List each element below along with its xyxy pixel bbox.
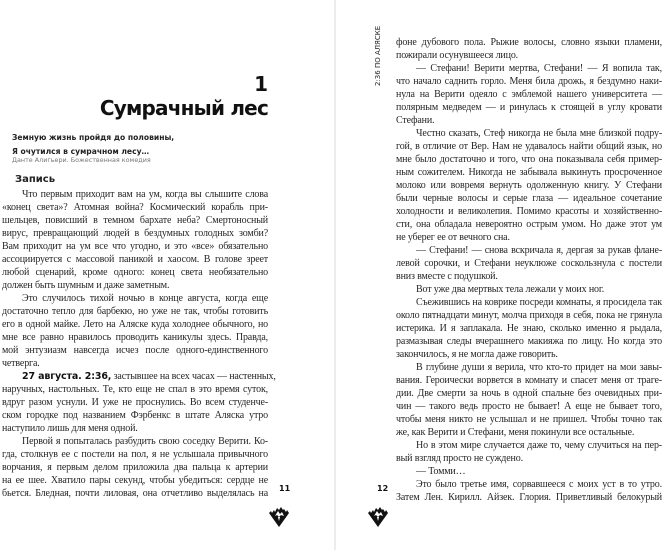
- text-line: [396, 283, 662, 296]
- text-line: [2, 461, 268, 474]
- text-line-content: вниз вместе с подушкой.: [396, 271, 498, 282]
- text-line-content: сти, она обладала невероятно острым умом. Но даже этот ум: [396, 219, 662, 230]
- text-line: [396, 348, 662, 361]
- chapter-title: Сумрачный лес: [99, 96, 268, 120]
- text-line: [396, 465, 662, 478]
- text-line: [396, 75, 662, 88]
- text-line-content: на ее шее. Хватило пары секунд, чтобы убедиться: сердце не: [2, 475, 268, 486]
- text-line: [396, 400, 662, 413]
- text-line-content: четверга.: [2, 358, 40, 369]
- text-line-content: — Стефани! Верити мертва, Стефани! — Я вопила так,: [416, 63, 662, 74]
- text-line-content: ассоциируется с массовой паникой и хаосом. В голове зреет: [2, 254, 268, 265]
- text-line-content: Честно сказать, Стеф никогда не была мне близкой подру-: [416, 128, 662, 139]
- text-line: [396, 439, 662, 452]
- text-line-content: должен быть шумным и даже заметным.: [2, 280, 170, 291]
- text-line-content: ным сожителем. Никогда не забывала выкинуть просроченное: [396, 167, 662, 178]
- text-line-content: вый взгляд просто не суждено.: [396, 453, 523, 464]
- right-page: [336, 0, 667, 550]
- text-line-content: Это было третье имя, сорвавшееся с моих уст в то утро.: [416, 479, 662, 490]
- text-line-content: Вам приходит на ум все что угодно, и это «все» обязательно: [2, 241, 268, 252]
- text-line: [2, 409, 268, 422]
- text-line: [396, 452, 662, 465]
- text-line-content: Это случилось тихой ночью в конце августа, когда еще: [22, 293, 268, 304]
- text-line-content: полярным медведем — и ринулась к стоящей в углу кровати: [396, 102, 662, 113]
- text-line: [396, 153, 662, 166]
- epigraph: [12, 131, 174, 159]
- text-line-content: его в одной майке. Лето на Аляске куда холоднее обычного, но: [2, 319, 268, 330]
- text-line: [2, 370, 276, 383]
- text-line-content: наручных, настольных. Те, кто еще не спал в это время суток,: [2, 384, 268, 395]
- epigraph-line: Земную жизнь пройдя до половины,: [12, 133, 175, 142]
- text-line-content: Съежившись на коврике посреди комнаты, я просидела так: [416, 297, 662, 308]
- text-line-content: Первой я попыталась разбудить свою соседку Верити. Ко-: [22, 436, 268, 447]
- text-line: [396, 374, 662, 387]
- text-line-content: Но в этом мире случается даже то, чему случиться на пер-: [416, 440, 662, 451]
- text-line: [2, 487, 268, 500]
- text-line-content: Затем Лен. Кирилл. Айзек. Глория. Приветливый белокурый: [396, 492, 662, 503]
- text-line-content: около пятнадцати минут, молча приходя в себя, пока не грянула: [396, 310, 662, 321]
- text-line-content: гой, в отличие от Вер. Нам не удавалось найти общий язык, но: [396, 141, 662, 152]
- text-line-content: — Стефани! — снова вскричала я, дергая за рукав флане-: [416, 245, 662, 256]
- text-line-content: молоко или вовремя вернуть одолженную книгу. У Стефани: [396, 180, 662, 191]
- text-line: [2, 344, 268, 357]
- text-line-content: были черные волосы и серые глаза — идеальное сочетание: [396, 193, 662, 204]
- text-line: [396, 309, 662, 322]
- text-line-content: пожирали осунувшееся лицо.: [396, 50, 519, 61]
- text-line: [2, 448, 268, 461]
- text-line: [2, 266, 268, 279]
- text-line: [2, 383, 268, 396]
- text-line-content: наступило лишь для меня одной.: [2, 423, 138, 434]
- text-line-content: размазывая следы вчерашнего макияжа по лицу. Но когда это: [396, 336, 662, 347]
- text-line: [2, 357, 268, 370]
- epigraph-line: Я очутился в сумрачном лесу…: [12, 147, 150, 156]
- text-line-content: В глубине души я верила, что кто-то придет на мои завы-: [416, 362, 662, 373]
- date-lead: 27 августа. 2:36,: [22, 371, 112, 382]
- text-line: [2, 474, 268, 487]
- text-line: [2, 214, 268, 227]
- text-line: [396, 114, 662, 127]
- text-line: [396, 49, 662, 62]
- text-line: [396, 387, 662, 400]
- text-line: [396, 426, 662, 439]
- mountain-emblem-icon: [368, 507, 388, 527]
- text-line-content: мне все равно нравилось проводить каникулы здесь. Правда,: [2, 332, 268, 343]
- text-line-content: левой сорочки, и Стефани неуклюже соскользнула с постели: [396, 258, 662, 269]
- text-line-content: нула на Верити одеяло с эмблемой нашего университета —: [396, 89, 662, 100]
- text-line-content: мне было достаточно и того, что она показывала себя пример-: [396, 154, 662, 165]
- text-line: [396, 88, 662, 101]
- text-line: [396, 231, 662, 244]
- text-line: [2, 253, 268, 266]
- text-line: [396, 361, 662, 374]
- text-line-content: не уберег ее от вечного сна.: [396, 232, 510, 243]
- text-line: [396, 101, 662, 114]
- text-line: [396, 127, 662, 140]
- text-line: [396, 491, 662, 504]
- text-line-content: фоне дубового пола. Рыжие волосы, словно языки пламени,: [396, 37, 662, 48]
- text-line: [396, 478, 662, 491]
- text-line: [396, 335, 662, 348]
- chapter-number: 1: [254, 72, 268, 96]
- text-line: [2, 396, 268, 409]
- left-body-text: [2, 188, 276, 500]
- right-body-text: [396, 36, 662, 504]
- text-line-content: чин — такого ведь просто не бывает! А еще не бывает того,: [396, 401, 662, 412]
- text-line-content: Стефани.: [396, 115, 435, 126]
- text-line: [396, 166, 662, 179]
- text-line-content: «конец света»? Атомная война? Космический корабль при-: [2, 202, 268, 213]
- page-number: 11: [279, 484, 291, 493]
- text-line-content: Что первым приходит вам на ум, когда вы слышите слова: [22, 189, 268, 200]
- text-line: [2, 227, 268, 240]
- text-line: [396, 205, 662, 218]
- running-head: 2:36 ПО АЛЯСКЕ: [374, 25, 382, 86]
- text-line-content: ском городке под названием Фэрбенкс в штате Аляска утро: [2, 410, 268, 421]
- epigraph-attribution: Данте Алигьери. Божественная комедия: [12, 156, 151, 164]
- text-line-content: Вот уже два мертвых тела лежали у моих ног.: [416, 284, 605, 295]
- text-line: [396, 62, 662, 75]
- text-line-content: истерика. И я заплакала. Не знаю, сколько именно я рыдала,: [396, 323, 662, 334]
- text-line-content: гда, столкнув ее с постели на пол, я не услышала привычного: [2, 449, 268, 460]
- text-line-content: любой сценарий, кроме одного: конец света необязательно: [2, 267, 268, 278]
- text-line: [396, 296, 662, 309]
- text-line: [396, 257, 662, 270]
- text-line: [2, 305, 268, 318]
- section-heading: Запись: [15, 174, 56, 185]
- text-line-content: чтобы меня никто не услышал и не пришел. Чтобы точно так: [396, 414, 662, 425]
- text-line: [2, 292, 268, 305]
- page-number: 12: [377, 484, 389, 493]
- text-line: [396, 36, 662, 49]
- text-line: [396, 179, 662, 192]
- text-line-content: закончилось, я не могла даже говорить.: [396, 349, 558, 360]
- text-line: [396, 413, 662, 426]
- text-line-content: достаточно тепло для барбекю, но уже не так, чтобы готовить: [2, 306, 268, 317]
- text-line: [396, 322, 662, 335]
- text-line-content: вирус, превращающий людей в бездумных голодных зомби?: [2, 228, 268, 239]
- text-line: [396, 192, 662, 205]
- text-line-content: холодности и великолепия. Помимо красоты и хозяйственно-: [396, 206, 662, 217]
- text-line: [2, 331, 268, 344]
- text-line: [396, 270, 662, 283]
- text-line: [396, 244, 662, 257]
- text-line: [2, 188, 268, 201]
- mountain-emblem-icon: [269, 507, 289, 527]
- text-line: [396, 218, 662, 231]
- text-line-content: ворчания, я первым делом приложила два пальца к артерии: [2, 462, 268, 473]
- text-line-content: вдруг разом уснули. И уже не проснулись. Во всем студенче-: [2, 397, 268, 408]
- text-line: [2, 422, 268, 435]
- text-line-content: же, как Верити и Стефани, меня покинули все остальные.: [396, 427, 635, 438]
- text-line: [2, 279, 268, 292]
- text-line-content: что начало саднить горло. Меня била дрожь, я бездумно наки-: [396, 76, 662, 87]
- text-line-content: мой энтузиазм навсегда исчез после одного-единственного: [2, 345, 268, 356]
- text-line-content: застывшее на всех часах — настенных,: [111, 371, 276, 382]
- text-line-content: — Томми…: [416, 466, 466, 477]
- text-line-content: бьется. Бледная, почти лиловая, она отчетливо выделялась на: [2, 488, 268, 499]
- text-line: [2, 201, 268, 214]
- text-line: [2, 435, 268, 448]
- text-line-content: вания. Героически ворвется в комнату и спасет меня от траге-: [396, 375, 662, 386]
- text-line: [396, 140, 662, 153]
- text-line: [2, 240, 268, 253]
- text-line-content: дии. Две смерти за ночь в одной спальне без очевидных при-: [396, 388, 662, 399]
- text-line-content: шельцев, повисший в темном бархате неба? Смертоносный: [2, 215, 268, 226]
- text-line: [2, 318, 268, 331]
